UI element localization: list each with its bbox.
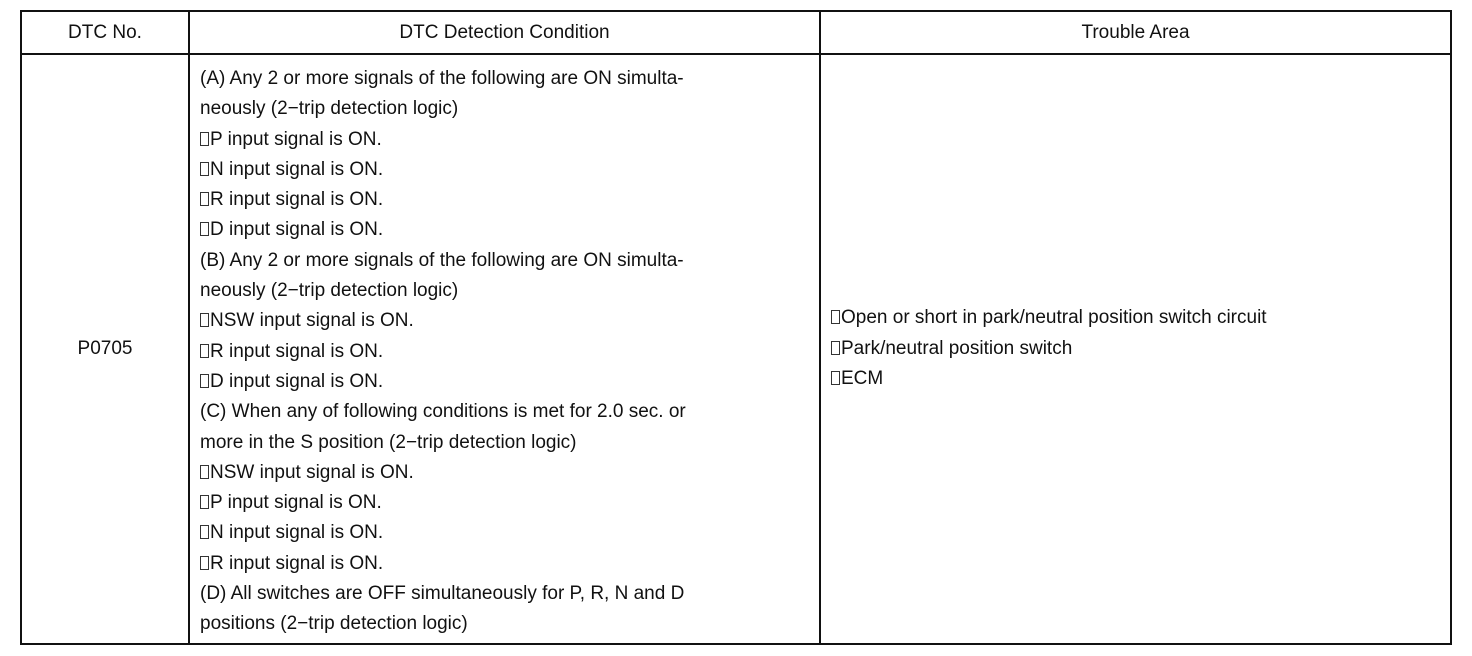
header-detection-condition: DTC Detection Condition bbox=[189, 11, 820, 54]
condition-line bbox=[200, 246, 819, 276]
condition-text: N input signal is ON. bbox=[210, 158, 384, 180]
bullet-box-icon bbox=[200, 374, 209, 388]
condition-text: neously (2−trip detection logic) bbox=[200, 98, 459, 120]
trouble-area-item bbox=[831, 334, 1450, 364]
condition-line bbox=[200, 337, 819, 367]
trouble-area-text: Park/neutral position switch bbox=[841, 337, 1073, 359]
bullet-box-icon bbox=[200, 162, 209, 176]
trouble-area-item bbox=[831, 364, 1450, 394]
condition-line bbox=[200, 609, 819, 639]
bullet-box-icon bbox=[200, 222, 209, 236]
bullet-box-icon bbox=[200, 465, 209, 479]
trouble-area-item bbox=[831, 303, 1450, 333]
condition-line bbox=[200, 518, 819, 548]
bullet-box-icon bbox=[200, 344, 209, 358]
condition-text: R input signal is ON. bbox=[210, 552, 384, 574]
condition-line bbox=[200, 155, 819, 185]
condition-text: D input signal is ON. bbox=[210, 370, 384, 392]
bullet-box-icon bbox=[200, 313, 209, 327]
condition-text: NSW input signal is ON. bbox=[210, 310, 414, 332]
condition-line bbox=[200, 125, 819, 155]
condition-text: NSW input signal is ON. bbox=[210, 461, 414, 483]
condition-text: more in the S position (2−trip detection logic) bbox=[200, 431, 577, 453]
condition-line bbox=[200, 367, 819, 397]
condition-text: (A) Any 2 or more signals of the following are ON simulta- bbox=[200, 68, 684, 89]
condition-text: (C) When any of following conditions is met for 2.0 sec. or bbox=[200, 401, 686, 423]
bullet-box-icon bbox=[831, 310, 840, 324]
dtc-table bbox=[20, 10, 1452, 645]
bullet-box-icon bbox=[200, 192, 209, 206]
condition-line bbox=[200, 488, 819, 518]
condition-text: N input signal is ON. bbox=[210, 522, 384, 544]
condition-line bbox=[200, 579, 819, 609]
condition-text: positions (2−trip detection logic) bbox=[200, 613, 468, 635]
bullet-box-icon bbox=[831, 341, 840, 355]
condition-line bbox=[200, 306, 819, 336]
header-row bbox=[21, 11, 1451, 54]
header-trouble-area: Trouble Area bbox=[820, 11, 1451, 54]
condition-text: neously (2−trip detection logic) bbox=[200, 280, 459, 302]
condition-text: (D) All switches are OFF simultaneously for P, R, N and D bbox=[200, 583, 685, 605]
condition-line bbox=[200, 458, 819, 488]
condition-line bbox=[200, 276, 819, 306]
bullet-box-icon bbox=[831, 371, 840, 385]
trouble-area-cell bbox=[820, 54, 1451, 644]
condition-text: R input signal is ON. bbox=[210, 340, 384, 362]
condition-text: (B) Any 2 or more signals of the following are ON simulta- bbox=[200, 249, 684, 271]
condition-line bbox=[200, 94, 819, 124]
condition-line bbox=[200, 64, 819, 94]
bullet-box-icon bbox=[200, 525, 209, 539]
header-dtc-no: DTC No. bbox=[21, 11, 189, 54]
dtc-code: P0705 bbox=[77, 337, 133, 359]
condition-line bbox=[200, 397, 819, 427]
condition-text: P input signal is ON. bbox=[210, 492, 382, 514]
detection-condition-cell bbox=[189, 54, 820, 644]
table-row bbox=[21, 54, 1451, 644]
condition-text: R input signal is ON. bbox=[210, 189, 384, 211]
bullet-box-icon bbox=[200, 556, 209, 570]
condition-line bbox=[200, 428, 819, 458]
trouble-area-text: Open or short in park/neutral position switch circuit bbox=[841, 307, 1267, 329]
condition-line bbox=[200, 215, 819, 245]
bullet-box-icon bbox=[200, 495, 209, 509]
trouble-area-text: ECM bbox=[841, 367, 884, 389]
condition-line bbox=[200, 185, 819, 215]
bullet-box-icon bbox=[200, 132, 209, 146]
condition-line bbox=[200, 549, 819, 579]
condition-text: D input signal is ON. bbox=[210, 219, 384, 241]
condition-text: P input signal is ON. bbox=[210, 128, 382, 150]
dtc-code-cell bbox=[21, 54, 189, 644]
